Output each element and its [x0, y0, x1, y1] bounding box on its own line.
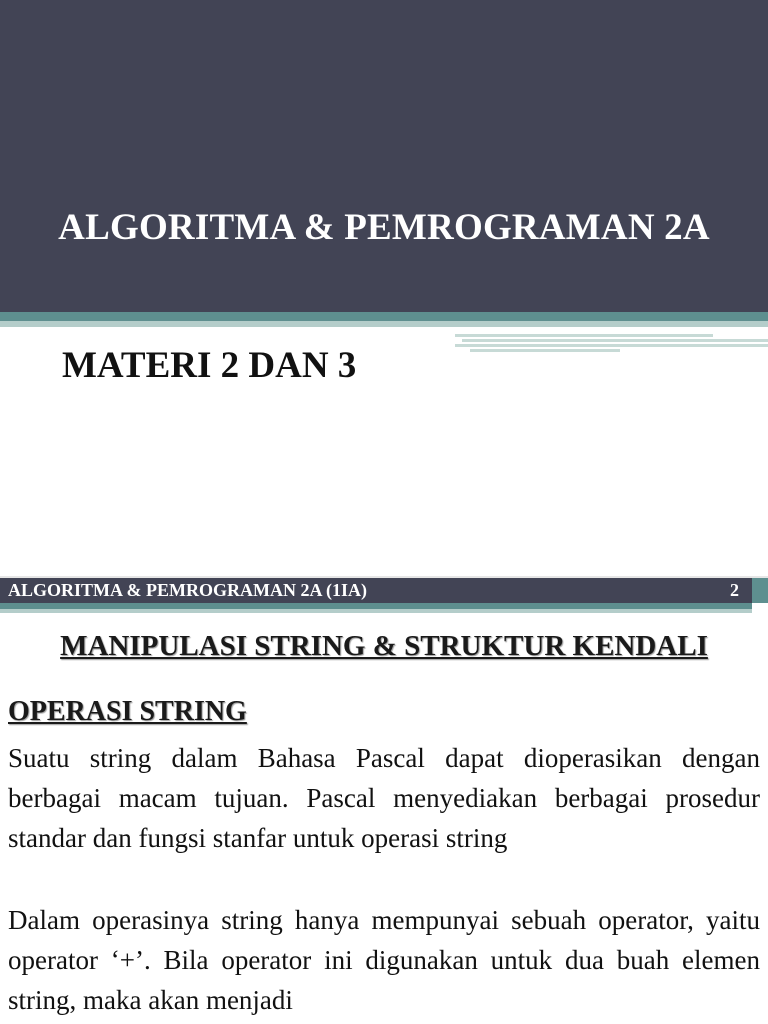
paragraph-1: Suatu string dalam Bahasa Pascal dapat dioperasikan dengan berbagai macam tujuan. Pascal menyediakan berbagai prosedur standar dan fungsi stanfar untuk operasi string: [8, 743, 760, 853]
section-heading: OPERASI STRING: [8, 696, 247, 727]
slide-1-title: ALGORITMA & PEMROGRAMAN 2A: [58, 207, 710, 248]
slide-2-light-band: [0, 609, 752, 613]
slide-2-header-text: ALGORITMA & PEMROGRAMAN 2A (1IA): [8, 580, 367, 600]
white-gap: [0, 327, 768, 330]
header-edge-accent: [752, 578, 768, 603]
paragraph-2: Dalam operasinya string hanya mempunyai sebuah operator, yaitu operator ‘+’. Bila operator ini digunakan untuk dua buah elemen string, maka akan menjadi: [8, 905, 760, 1015]
slide-1-header-panel: [0, 0, 768, 312]
slide-2: [0, 578, 768, 1024]
slide-1-subtitle: MATERI 2 DAN 3: [62, 345, 357, 386]
page-number: 2: [730, 580, 739, 600]
slide-2-title: MANIPULASI STRING & STRUKTUR KENDALI: [60, 630, 708, 662]
teal-band: [0, 312, 768, 321]
